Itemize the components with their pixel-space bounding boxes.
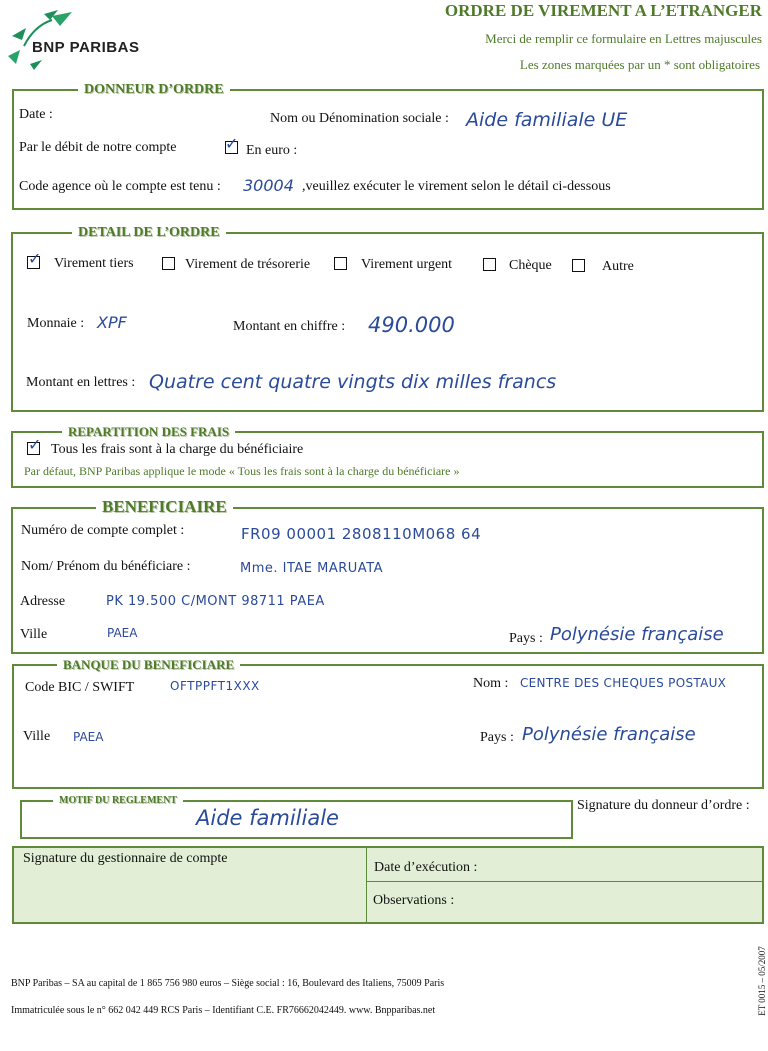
option-virement-urgent: Virement urgent: [361, 257, 453, 272]
nom-prenom-label: Nom/ Prénom du bénéficiare :: [21, 559, 191, 574]
bic-field[interactable]: OFTPPFT1XXX: [170, 679, 260, 693]
nom-denomination-field[interactable]: Aide familiale UE: [466, 109, 628, 131]
signature-donneur-label: Signature du donneur d’ordre :: [577, 798, 750, 813]
monnaie-label: Monnaie :: [27, 316, 85, 331]
motif-field[interactable]: Aide familiale: [196, 806, 339, 830]
montant-lettres-field[interactable]: Quatre cent quatre vingts dix milles francs: [149, 371, 557, 393]
code-agence-label: Code agence où le compte est tenu :: [19, 179, 221, 194]
banque-legend: BANQUE DU BENEFICIARE: [57, 657, 240, 673]
banque-pays-field[interactable]: Polynésie française: [522, 724, 696, 745]
banque-nom-field[interactable]: CENTRE DES CHEQUES POSTAUX: [520, 676, 727, 690]
banque-nom-label: Nom :: [473, 676, 509, 691]
cheque-checkbox[interactable]: [483, 258, 496, 271]
signature-gestionnaire-label: Signature du gestionnaire de compte: [23, 851, 228, 866]
pays-label: Pays :: [509, 631, 543, 646]
montant-chiffre-label: Montant en chiffre :: [233, 319, 346, 334]
date-execution-label: Date d’exécution :: [374, 860, 478, 875]
pays-field[interactable]: Polynésie française: [550, 624, 724, 645]
bnp-logo: [4, 6, 174, 72]
beneficiaire-legend: BENEFICIAIRE: [96, 497, 233, 517]
gestion-divider-horizontal: [366, 881, 762, 882]
nom-prenom-field[interactable]: Mme. ITAE MARUATA: [240, 561, 384, 576]
monnaie-field[interactable]: XPF: [97, 313, 127, 332]
ville-label: Ville: [20, 627, 48, 642]
footer-line-1: BNP Paribas – SA au capital de 1 865 756 980 euros – Siège social : 16, Boulevard des Italiens, 75009 Paris: [11, 978, 445, 989]
montant-lettres-label: Montant en lettres :: [26, 375, 136, 390]
date-label: Date :: [19, 107, 53, 122]
adresse-label: Adresse: [20, 594, 66, 609]
banque-ville-field[interactable]: PAEA: [73, 730, 104, 744]
footer-line-2: Immatriculée sous le n° 662 042 449 RCS Paris – Identifiant C.E. FR76662042449. www. Bnpparibas.net: [11, 1005, 436, 1016]
debit-label: Par le débit de notre compte: [19, 140, 177, 155]
virement-urgent-checkbox[interactable]: [334, 257, 347, 270]
option-virement-tresorerie: Virement de trésorerie: [185, 257, 311, 272]
nom-denomination-label: Nom ou Dénomination sociale :: [270, 111, 449, 126]
form-subtitle-2: Les zones marquées par un * sont obligatoires: [519, 57, 760, 72]
check-icon: ✓: [225, 134, 239, 153]
frais-option-label: Tous les frais sont à la charge du bénéficiaire: [51, 442, 304, 457]
banque-pays-label: Pays :: [480, 730, 514, 745]
bic-label: Code BIC / SWIFT: [25, 680, 135, 695]
compte-label: Numéro de compte complet :: [21, 523, 185, 538]
form-subtitle-1: Merci de remplir ce formulaire en Lettres majuscules: [485, 31, 762, 46]
form-title: ORDRE DE VIREMENT A L’ETRANGER: [444, 1, 762, 20]
frais-legend: REPARTITION DES FRAIS: [62, 424, 235, 440]
motif-legend: MOTIF DU REGLEMENT: [53, 795, 183, 806]
frais-default-note: Par défaut, BNP Paribas applique le mode « Tous les frais sont à la charge du bénéficiare »: [24, 464, 460, 478]
option-cheque: Chèque: [509, 258, 552, 273]
ville-field[interactable]: PAEA: [107, 626, 138, 640]
gestion-divider-vertical: [366, 846, 367, 924]
code-agence-field[interactable]: 30004: [243, 176, 294, 195]
adresse-field[interactable]: PK 19.500 C/MONT 98711 PAEA: [106, 594, 325, 609]
montant-chiffre-field[interactable]: 490.000: [368, 313, 455, 337]
option-autre: Autre: [602, 259, 634, 274]
virement-tresorerie-checkbox[interactable]: [162, 257, 175, 270]
donneur-legend: DONNEUR D’ORDRE: [78, 82, 230, 98]
euro-label: En euro :: [246, 143, 298, 158]
bank-name: BNP PARIBAS: [32, 39, 140, 56]
bnp-stars-icon: [4, 6, 76, 70]
compte-field[interactable]: FR09 00001 2808110M068 64: [241, 525, 482, 543]
check-icon: ✓: [28, 249, 42, 268]
option-virement-tiers: Virement tiers: [54, 256, 134, 271]
observations-label: Observations :: [373, 893, 455, 908]
check-icon: ✓: [28, 435, 42, 454]
autre-checkbox[interactable]: [572, 259, 585, 272]
banque-ville-label: Ville: [23, 729, 51, 744]
detail-legend: DETAIL DE L’ORDRE: [72, 225, 226, 241]
code-agence-suffix: ,veuillez exécuter le virement selon le détail ci-dessous: [302, 179, 611, 194]
footer-reference: ET 0015 – 05/2007: [757, 946, 767, 1016]
